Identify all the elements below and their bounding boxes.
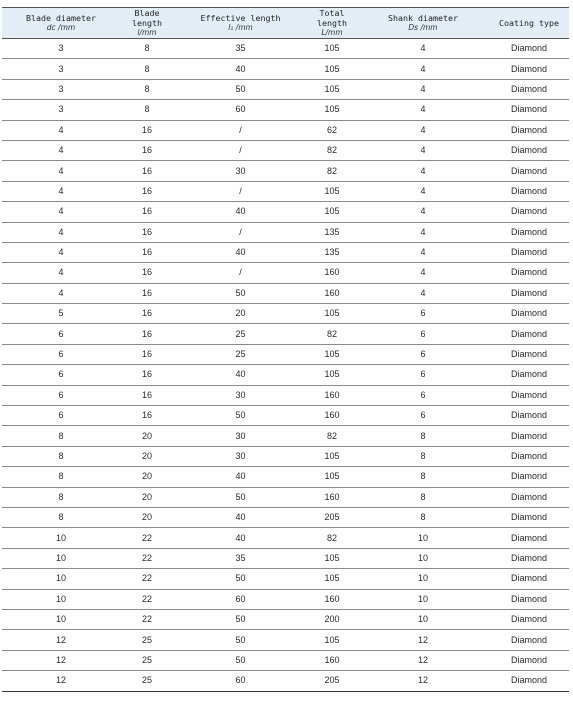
table-row bbox=[2, 589, 569, 609]
header-blade-diameter bbox=[2, 8, 120, 39]
blade-diameter-cell: 6 bbox=[2, 385, 120, 405]
effective-length-cell: 60 bbox=[174, 671, 307, 691]
shank-diameter-cell: 6 bbox=[357, 324, 489, 344]
blade-diameter-cell: 10 bbox=[2, 528, 120, 548]
shank-diameter-cell: 10 bbox=[357, 609, 489, 629]
table-body bbox=[2, 39, 569, 692]
effective-length-cell: 30 bbox=[174, 161, 307, 181]
table-row bbox=[2, 283, 569, 303]
effective-length-cell: 40 bbox=[174, 242, 307, 262]
blade-diameter-cell: 8 bbox=[2, 426, 120, 446]
effective-length-cell: 25 bbox=[174, 344, 307, 364]
blade-diameter-cell: 6 bbox=[2, 365, 120, 385]
shank-diameter-cell: 8 bbox=[357, 507, 489, 527]
blade-length-cell: 20 bbox=[120, 487, 174, 507]
table-row bbox=[2, 385, 569, 405]
header-label: Shank diameter bbox=[388, 13, 458, 23]
total-length-cell: 205 bbox=[307, 671, 357, 691]
blade-diameter-cell: 10 bbox=[2, 609, 120, 629]
blade-length-cell: 16 bbox=[120, 120, 174, 140]
coating-type-cell: Diamond bbox=[489, 202, 569, 222]
header-unit: Ds /mm bbox=[408, 23, 438, 32]
coating-type-cell: Diamond bbox=[489, 385, 569, 405]
total-length-cell: 160 bbox=[307, 589, 357, 609]
table-row bbox=[2, 181, 569, 201]
coating-type-cell: Diamond bbox=[489, 39, 569, 59]
table-row bbox=[2, 344, 569, 364]
shank-diameter-cell: 8 bbox=[357, 446, 489, 466]
blade-length-cell: 8 bbox=[120, 59, 174, 79]
header-unit: l/mm bbox=[137, 28, 157, 37]
spec-table-container bbox=[2, 7, 569, 692]
coating-type-cell: Diamond bbox=[489, 263, 569, 283]
header-blade-length bbox=[120, 8, 174, 39]
table-row bbox=[2, 202, 569, 222]
table-row bbox=[2, 487, 569, 507]
table-row bbox=[2, 263, 569, 283]
shank-diameter-cell: 4 bbox=[357, 39, 489, 59]
total-length-cell: 105 bbox=[307, 630, 357, 650]
blade-diameter-cell: 3 bbox=[2, 39, 120, 59]
total-length-cell: 105 bbox=[307, 569, 357, 589]
total-length-cell: 82 bbox=[307, 426, 357, 446]
blade-length-cell: 16 bbox=[120, 406, 174, 426]
effective-length-cell: 30 bbox=[174, 385, 307, 405]
effective-length-cell: 50 bbox=[174, 406, 307, 426]
coating-type-cell: Diamond bbox=[489, 487, 569, 507]
header-label: Effective length bbox=[200, 13, 281, 23]
table-row bbox=[2, 365, 569, 385]
header-shank-diameter bbox=[357, 8, 489, 39]
shank-diameter-cell: 4 bbox=[357, 59, 489, 79]
header-unit: l₁ /mm bbox=[228, 23, 253, 32]
coating-type-cell: Diamond bbox=[489, 100, 569, 120]
blade-diameter-cell: 3 bbox=[2, 79, 120, 99]
shank-diameter-cell: 6 bbox=[357, 406, 489, 426]
table-row bbox=[2, 569, 569, 589]
shank-diameter-cell: 8 bbox=[357, 487, 489, 507]
coating-type-cell: Diamond bbox=[489, 548, 569, 568]
blade-diameter-cell: 12 bbox=[2, 650, 120, 670]
blade-length-cell: 16 bbox=[120, 283, 174, 303]
effective-length-cell: 60 bbox=[174, 589, 307, 609]
shank-diameter-cell: 10 bbox=[357, 589, 489, 609]
shank-diameter-cell: 4 bbox=[357, 263, 489, 283]
effective-length-cell: 25 bbox=[174, 324, 307, 344]
blade-diameter-cell: 6 bbox=[2, 406, 120, 426]
header-unit: dc /mm bbox=[46, 23, 76, 32]
tool-spec-table bbox=[2, 7, 569, 692]
coating-type-cell: Diamond bbox=[489, 222, 569, 242]
shank-diameter-cell: 4 bbox=[357, 161, 489, 181]
total-length-cell: 82 bbox=[307, 528, 357, 548]
total-length-cell: 105 bbox=[307, 344, 357, 364]
coating-type-cell: Diamond bbox=[489, 671, 569, 691]
coating-type-cell: Diamond bbox=[489, 304, 569, 324]
blade-length-cell: 22 bbox=[120, 528, 174, 548]
header-total-length bbox=[307, 8, 357, 39]
coating-type-cell: Diamond bbox=[489, 242, 569, 262]
blade-diameter-cell: 6 bbox=[2, 344, 120, 364]
total-length-cell: 135 bbox=[307, 222, 357, 242]
shank-diameter-cell: 12 bbox=[357, 630, 489, 650]
blade-diameter-cell: 4 bbox=[2, 202, 120, 222]
effective-length-cell: 20 bbox=[174, 304, 307, 324]
table-row bbox=[2, 242, 569, 262]
coating-type-cell: Diamond bbox=[489, 324, 569, 344]
coating-type-cell: Diamond bbox=[489, 161, 569, 181]
effective-length-cell: / bbox=[174, 263, 307, 283]
blade-length-cell: 16 bbox=[120, 324, 174, 344]
blade-length-cell: 16 bbox=[120, 161, 174, 181]
blade-length-cell: 16 bbox=[120, 222, 174, 242]
total-length-cell: 105 bbox=[307, 181, 357, 201]
table-row bbox=[2, 507, 569, 527]
header-label: Coating type bbox=[499, 18, 559, 28]
blade-diameter-cell: 4 bbox=[2, 242, 120, 262]
coating-type-cell: Diamond bbox=[489, 609, 569, 629]
shank-diameter-cell: 4 bbox=[357, 120, 489, 140]
effective-length-cell: 50 bbox=[174, 609, 307, 629]
shank-diameter-cell: 4 bbox=[357, 222, 489, 242]
blade-length-cell: 16 bbox=[120, 344, 174, 364]
table-row bbox=[2, 548, 569, 568]
coating-type-cell: Diamond bbox=[489, 140, 569, 160]
blade-length-cell: 8 bbox=[120, 79, 174, 99]
blade-diameter-cell: 12 bbox=[2, 630, 120, 650]
total-length-cell: 82 bbox=[307, 140, 357, 160]
effective-length-cell: 50 bbox=[174, 487, 307, 507]
coating-type-cell: Diamond bbox=[489, 589, 569, 609]
blade-length-cell: 16 bbox=[120, 181, 174, 201]
blade-diameter-cell: 8 bbox=[2, 446, 120, 466]
blade-length-cell: 22 bbox=[120, 609, 174, 629]
blade-diameter-cell: 10 bbox=[2, 569, 120, 589]
effective-length-cell: / bbox=[174, 222, 307, 242]
blade-diameter-cell: 3 bbox=[2, 100, 120, 120]
blade-length-cell: 25 bbox=[120, 671, 174, 691]
blade-diameter-cell: 8 bbox=[2, 507, 120, 527]
shank-diameter-cell: 6 bbox=[357, 304, 489, 324]
blade-diameter-cell: 8 bbox=[2, 487, 120, 507]
table-row bbox=[2, 528, 569, 548]
header-coating-type bbox=[489, 8, 569, 39]
coating-type-cell: Diamond bbox=[489, 79, 569, 99]
effective-length-cell: / bbox=[174, 120, 307, 140]
total-length-cell: 160 bbox=[307, 385, 357, 405]
effective-length-cell: 30 bbox=[174, 446, 307, 466]
table-row bbox=[2, 609, 569, 629]
coating-type-cell: Diamond bbox=[489, 344, 569, 364]
total-length-cell: 105 bbox=[307, 100, 357, 120]
table-header bbox=[2, 8, 569, 39]
coating-type-cell: Diamond bbox=[489, 365, 569, 385]
coating-type-cell: Diamond bbox=[489, 181, 569, 201]
effective-length-cell: 40 bbox=[174, 202, 307, 222]
shank-diameter-cell: 10 bbox=[357, 548, 489, 568]
blade-length-cell: 22 bbox=[120, 569, 174, 589]
effective-length-cell: 50 bbox=[174, 650, 307, 670]
blade-diameter-cell: 4 bbox=[2, 222, 120, 242]
shank-diameter-cell: 6 bbox=[357, 344, 489, 364]
effective-length-cell: / bbox=[174, 140, 307, 160]
blade-length-cell: 20 bbox=[120, 467, 174, 487]
table-row bbox=[2, 630, 569, 650]
coating-type-cell: Diamond bbox=[489, 446, 569, 466]
total-length-cell: 62 bbox=[307, 120, 357, 140]
blade-length-cell: 20 bbox=[120, 446, 174, 466]
effective-length-cell: 40 bbox=[174, 507, 307, 527]
total-length-cell: 105 bbox=[307, 467, 357, 487]
shank-diameter-cell: 12 bbox=[357, 671, 489, 691]
blade-length-cell: 16 bbox=[120, 365, 174, 385]
coating-type-cell: Diamond bbox=[489, 120, 569, 140]
effective-length-cell: 35 bbox=[174, 548, 307, 568]
blade-length-cell: 20 bbox=[120, 507, 174, 527]
header-row bbox=[2, 8, 569, 39]
shank-diameter-cell: 4 bbox=[357, 202, 489, 222]
effective-length-cell: 50 bbox=[174, 569, 307, 589]
total-length-cell: 160 bbox=[307, 487, 357, 507]
total-length-cell: 135 bbox=[307, 242, 357, 262]
table-row bbox=[2, 426, 569, 446]
effective-length-cell: 40 bbox=[174, 365, 307, 385]
blade-length-cell: 8 bbox=[120, 100, 174, 120]
blade-diameter-cell: 12 bbox=[2, 671, 120, 691]
blade-diameter-cell: 4 bbox=[2, 283, 120, 303]
table-row bbox=[2, 650, 569, 670]
shank-diameter-cell: 4 bbox=[357, 283, 489, 303]
total-length-cell: 105 bbox=[307, 304, 357, 324]
shank-diameter-cell: 8 bbox=[357, 467, 489, 487]
shank-diameter-cell: 8 bbox=[357, 426, 489, 446]
table-row bbox=[2, 324, 569, 344]
shank-diameter-cell: 4 bbox=[357, 181, 489, 201]
table-row bbox=[2, 406, 569, 426]
coating-type-cell: Diamond bbox=[489, 467, 569, 487]
shank-diameter-cell: 4 bbox=[357, 242, 489, 262]
shank-diameter-cell: 6 bbox=[357, 365, 489, 385]
coating-type-cell: Diamond bbox=[489, 528, 569, 548]
blade-diameter-cell: 4 bbox=[2, 161, 120, 181]
effective-length-cell: 40 bbox=[174, 528, 307, 548]
blade-diameter-cell: 10 bbox=[2, 589, 120, 609]
coating-type-cell: Diamond bbox=[489, 59, 569, 79]
blade-length-cell: 16 bbox=[120, 263, 174, 283]
coating-type-cell: Diamond bbox=[489, 630, 569, 650]
total-length-cell: 200 bbox=[307, 609, 357, 629]
blade-diameter-cell: 6 bbox=[2, 324, 120, 344]
blade-length-cell: 22 bbox=[120, 589, 174, 609]
shank-diameter-cell: 10 bbox=[357, 528, 489, 548]
blade-length-cell: 16 bbox=[120, 202, 174, 222]
blade-length-cell: 20 bbox=[120, 426, 174, 446]
coating-type-cell: Diamond bbox=[489, 650, 569, 670]
table-row bbox=[2, 161, 569, 181]
header-effective-length bbox=[174, 8, 307, 39]
effective-length-cell: 30 bbox=[174, 426, 307, 446]
blade-diameter-cell: 4 bbox=[2, 181, 120, 201]
table-row bbox=[2, 304, 569, 324]
header-label: Blade diameter bbox=[26, 13, 96, 23]
table-row bbox=[2, 79, 569, 99]
coating-type-cell: Diamond bbox=[489, 426, 569, 446]
table-row bbox=[2, 39, 569, 59]
blade-diameter-cell: 8 bbox=[2, 467, 120, 487]
table-row bbox=[2, 59, 569, 79]
total-length-cell: 105 bbox=[307, 548, 357, 568]
total-length-cell: 160 bbox=[307, 263, 357, 283]
total-length-cell: 105 bbox=[307, 446, 357, 466]
blade-diameter-cell: 4 bbox=[2, 263, 120, 283]
table-row bbox=[2, 671, 569, 691]
total-length-cell: 105 bbox=[307, 365, 357, 385]
total-length-cell: 82 bbox=[307, 324, 357, 344]
total-length-cell: 82 bbox=[307, 161, 357, 181]
coating-type-cell: Diamond bbox=[489, 406, 569, 426]
header-label: Blade length bbox=[132, 8, 162, 28]
blade-length-cell: 16 bbox=[120, 242, 174, 262]
total-length-cell: 160 bbox=[307, 406, 357, 426]
total-length-cell: 105 bbox=[307, 59, 357, 79]
coating-type-cell: Diamond bbox=[489, 569, 569, 589]
total-length-cell: 160 bbox=[307, 650, 357, 670]
blade-diameter-cell: 10 bbox=[2, 548, 120, 568]
blade-length-cell: 25 bbox=[120, 650, 174, 670]
blade-diameter-cell: 4 bbox=[2, 140, 120, 160]
blade-length-cell: 16 bbox=[120, 304, 174, 324]
shank-diameter-cell: 4 bbox=[357, 79, 489, 99]
table-row bbox=[2, 467, 569, 487]
table-row bbox=[2, 100, 569, 120]
blade-length-cell: 16 bbox=[120, 385, 174, 405]
shank-diameter-cell: 10 bbox=[357, 569, 489, 589]
total-length-cell: 105 bbox=[307, 79, 357, 99]
shank-diameter-cell: 6 bbox=[357, 385, 489, 405]
coating-type-cell: Diamond bbox=[489, 507, 569, 527]
table-row bbox=[2, 446, 569, 466]
effective-length-cell: 35 bbox=[174, 39, 307, 59]
effective-length-cell: 50 bbox=[174, 283, 307, 303]
total-length-cell: 105 bbox=[307, 202, 357, 222]
blade-diameter-cell: 5 bbox=[2, 304, 120, 324]
blade-length-cell: 8 bbox=[120, 39, 174, 59]
total-length-cell: 105 bbox=[307, 39, 357, 59]
table-row bbox=[2, 120, 569, 140]
effective-length-cell: 50 bbox=[174, 630, 307, 650]
blade-length-cell: 16 bbox=[120, 140, 174, 160]
blade-length-cell: 22 bbox=[120, 548, 174, 568]
header-unit: L/mm bbox=[321, 28, 343, 37]
effective-length-cell: 60 bbox=[174, 100, 307, 120]
shank-diameter-cell: 12 bbox=[357, 650, 489, 670]
effective-length-cell: 40 bbox=[174, 59, 307, 79]
effective-length-cell: / bbox=[174, 181, 307, 201]
effective-length-cell: 50 bbox=[174, 79, 307, 99]
coating-type-cell: Diamond bbox=[489, 283, 569, 303]
blade-length-cell: 25 bbox=[120, 630, 174, 650]
blade-diameter-cell: 3 bbox=[2, 59, 120, 79]
total-length-cell: 205 bbox=[307, 507, 357, 527]
total-length-cell: 160 bbox=[307, 283, 357, 303]
effective-length-cell: 40 bbox=[174, 467, 307, 487]
header-label: Total length bbox=[317, 8, 347, 28]
blade-diameter-cell: 4 bbox=[2, 120, 120, 140]
shank-diameter-cell: 4 bbox=[357, 100, 489, 120]
shank-diameter-cell: 4 bbox=[357, 140, 489, 160]
table-row bbox=[2, 222, 569, 242]
table-row bbox=[2, 140, 569, 160]
